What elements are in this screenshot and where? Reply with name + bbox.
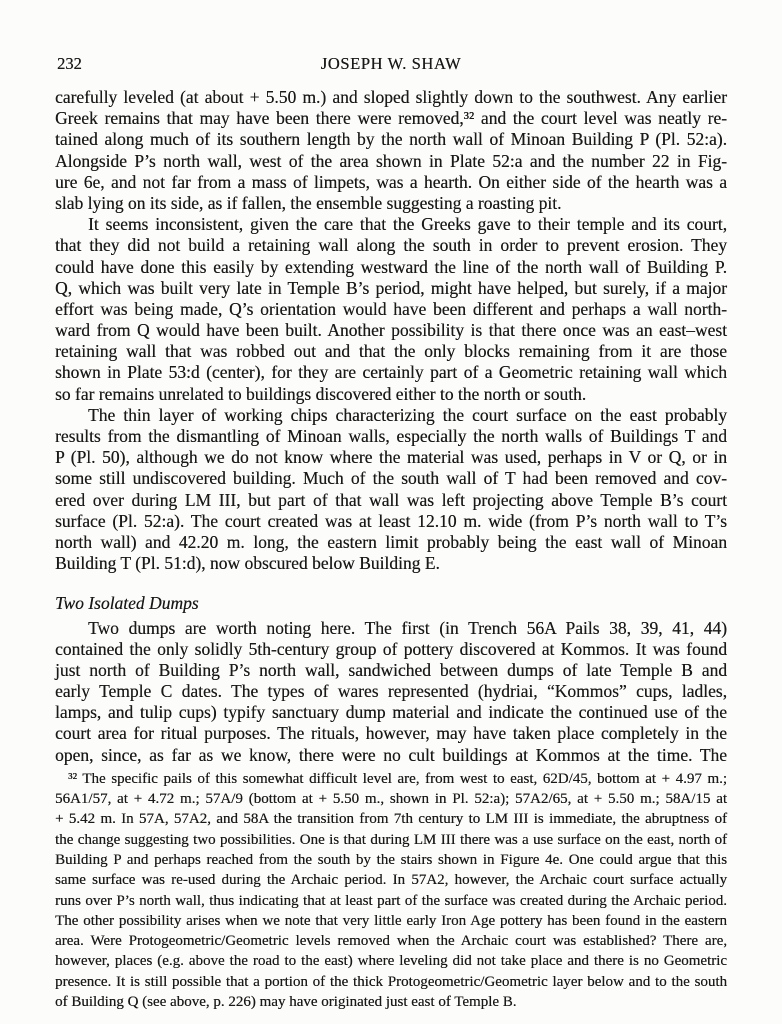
text-line: slab lying on its side, as if fallen, the ensemble suggesting a roasting pit. bbox=[55, 192, 562, 213]
text-line: early Temple C dates. The types of wares represented (hydriai, “Kommos” cups, ladles, bbox=[55, 681, 727, 702]
page-number: 232 bbox=[57, 54, 82, 73]
paragraph bbox=[55, 405, 727, 575]
text-line: north wall) and 42.20 m. long, the eastern limit probably being the east wall of Minoan bbox=[55, 531, 727, 552]
text-line: tained along much of its southern length by the north wall of Minoan Building P (Pl. 52:a). bbox=[55, 129, 727, 150]
footnote-line: of Building Q (see above, p. 226) may have originated just east of Temple B. bbox=[55, 994, 517, 1011]
page-body bbox=[55, 87, 727, 1012]
text-line: that they did not build a retaining wall along the south in order to prevent erosion. They bbox=[55, 235, 727, 256]
text-line: ure 6e, and not far from a mass of limpets, was a hearth. On either side of the hearth was a bbox=[55, 171, 727, 192]
text-line: Two dumps are worth noting here. The first (in Trench 56A Pails 38, 39, 41, 44) bbox=[88, 617, 727, 638]
text-line: lamps, and tulip cups) typify sanctuary dump material and indicate the continued use of the bbox=[55, 702, 727, 723]
text-line: Alongside P’s north wall, west of the area shown in Plate 52:a and the number 22 in Fig- bbox=[55, 150, 727, 171]
text-line: The thin layer of working chips characterizing the court surface on the east probably bbox=[88, 404, 727, 425]
footnote-line: the change suggesting two possibilities. One is that during LM III there was a use surface on the east, north of bbox=[55, 831, 727, 848]
footnote-line: area. Were Protogeometric/Geometric levels removed when the Archaic court was established? There are, bbox=[55, 933, 727, 950]
running-head: JOSEPH W. SHAW bbox=[320, 54, 462, 73]
text-line: carefully leveled (at about + 5.50 m.) and sloped slightly down to the southwest. Any earlier bbox=[55, 87, 727, 107]
text-line: some still undiscovered building. Much of the south wall of T had been removed and cov- bbox=[55, 468, 727, 489]
text-line: just north of Building P’s north wall, sandwiched between dumps of late Temple B and bbox=[55, 659, 727, 680]
text-line: results from the dismantling of Minoan walls, especially the north walls of Buildings T and bbox=[55, 426, 727, 446]
text-line: effort was being made, Q’s orientation would have been different and perhaps a wall north- bbox=[55, 298, 727, 319]
footnote-line: ³² The specific pails of this somewhat difficult level are, from west to east, 62D/45, bottom at + 4.97 m.; bbox=[68, 770, 727, 787]
footnote-line: + 5.42 m. In 57A, 57A2, and 58A the transition from 7th century to LM III is immediate, the abruptness of bbox=[55, 811, 727, 828]
text-line: could have done this easily by extending westward the line of the north wall of Building P. bbox=[55, 256, 727, 277]
text-line: shown in Plate 53:d (center), for they are certainly part of a Geometric retaining wall which bbox=[55, 362, 727, 383]
section-heading: Two Isolated Dumps bbox=[55, 593, 199, 614]
footnote-line: presence. It is still possible that a portion of the thick Protogeometric/Geometric layer below and to the south bbox=[55, 973, 727, 990]
footnote-line: 56A1/57, at + 4.72 m.; 57A/9 (bottom at + 5.50 m., shown in Pl. 52:a); 57A2/65, at + 5.50 m.; 58A/15 at bbox=[55, 791, 727, 808]
text-line: open, since, as far as we know, there were no cult buildings at Kommos at the time. The bbox=[55, 744, 727, 765]
text-line: ward from Q would have been built. Another possibility is that there once was an east–west bbox=[55, 320, 727, 341]
text-line: contained the only solidly 5th-century group of pottery discovered at Kommos. It was found bbox=[55, 638, 727, 659]
text-line: court area for ritual purposes. The rituals, however, may have taken place completely in the bbox=[55, 723, 727, 744]
page-header bbox=[55, 55, 727, 75]
footnote-line: runs over P’s north wall, thus indicating that at least part of the surface was created during the Archaic period. bbox=[55, 892, 727, 909]
text-line: surface (Pl. 52:a). The court created was at least 12.10 m. wide (from P’s north wall to T’s bbox=[55, 510, 727, 531]
text-line: ered over during LM III, but part of that wall was left projecting above Temple B’s court bbox=[55, 489, 727, 510]
footnote-line: Building P and perhaps reached from the south by the stairs shown in Figure 4e. One could argue that this bbox=[55, 852, 727, 868]
text-line: P (Pl. 50), although we do not know where the material was used, perhaps in V or Q, or in bbox=[55, 447, 727, 468]
text-line: Greek remains that may have been there were removed,³² and the court level was neatly re- bbox=[55, 108, 727, 129]
paragraph bbox=[55, 87, 727, 214]
paragraph bbox=[55, 214, 727, 405]
text-line: retaining wall that was robbed out and that the only blocks remaining from it are those bbox=[55, 341, 727, 362]
footnote-line: however, places (e.g. above the road to the east) where leveling did not take place and there is no Geometric bbox=[55, 953, 727, 970]
text-line: Building T (Pl. 51:d), now obscured below Building E. bbox=[55, 553, 440, 574]
text-line: so far remains unrelated to buildings discovered either to the north or south. bbox=[55, 383, 587, 404]
footnote-line: The other possibility arises when we note that very little early Iron Age pottery has been found in the eastern bbox=[55, 912, 727, 929]
footnote bbox=[55, 769, 727, 1013]
text-line: Q, which was built very late in Temple B’s period, might have helped, but surely, if a major bbox=[55, 277, 727, 298]
paragraph bbox=[55, 618, 727, 766]
footnote-line: same surface was re-used during the Archaic period. In 57A2, however, the Archaic court surface actually bbox=[55, 872, 727, 889]
text-line: It seems inconsistent, given the care that the Greeks gave to their temple and its court, bbox=[88, 214, 727, 235]
